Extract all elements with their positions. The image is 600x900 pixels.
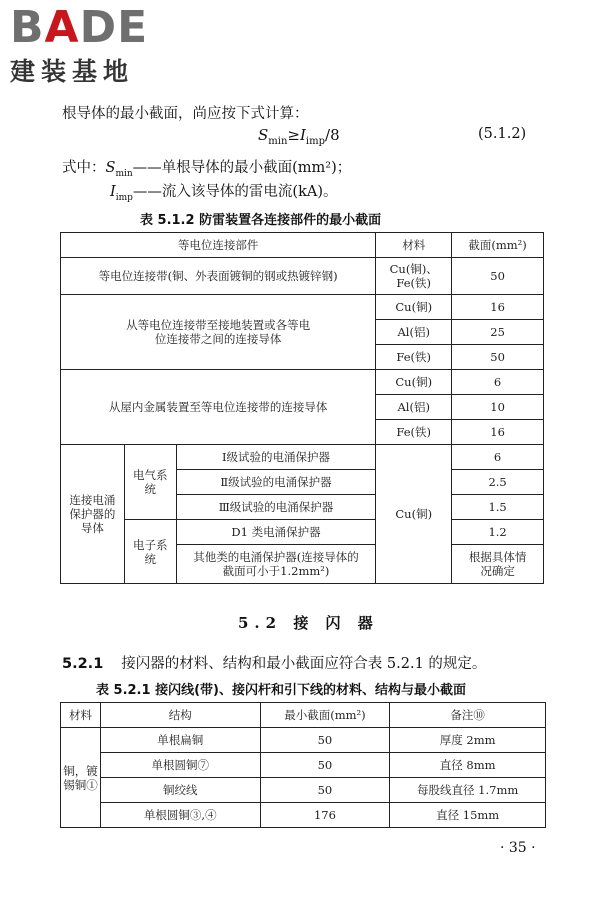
cell-system: 电气系统 <box>124 445 176 520</box>
cell-structure: 铜绞线 <box>100 778 260 803</box>
cell-value: 6 <box>452 445 544 470</box>
cell-value: 2.5 <box>452 470 544 495</box>
cell-area: 50 <box>260 753 390 778</box>
cell-value: 50 <box>452 345 544 370</box>
cell-value: 16 <box>452 420 544 445</box>
cell-value: 根据具体情况确定 <box>452 545 544 584</box>
table-row <box>61 728 546 753</box>
cell-desc: Ⅱ级试验的电涌保护器 <box>176 470 376 495</box>
table-row <box>61 295 544 320</box>
table-5-2-1 <box>60 702 546 828</box>
cell-note: 每股线直径 1.7mm <box>390 778 546 803</box>
cell-part: 从屋内金属装置至等电位连接带的连接导体 <box>61 370 376 445</box>
cell-structure: 单根扁铜 <box>100 728 260 753</box>
cell-material: Cu(铜)、Fe(铁) <box>376 258 452 295</box>
cell-desc: Ⅰ级试验的电涌保护器 <box>176 445 376 470</box>
cell-value: 6 <box>452 370 544 395</box>
where-iimp: $I_{imp}——$流入该导体的雷电流(kA)。 <box>110 184 338 203</box>
formula: $S_{min}\ge I_{imp}/8$ <box>258 126 340 147</box>
table-row <box>61 445 544 470</box>
cell-material: Cu(铜) <box>376 370 452 395</box>
cell-value: 50 <box>452 258 544 295</box>
col-header: 等电位连接部件 <box>61 233 376 258</box>
table-row <box>61 778 546 803</box>
table-row <box>61 370 544 395</box>
cell-desc: Ⅲ级试验的电涌保护器 <box>176 495 376 520</box>
clause-5-2-1: 5.2.1 接闪器的材料、结构和最小截面应符合表 5.2.1 的规定。 <box>62 656 487 672</box>
cell-material: Al(铝) <box>376 395 452 420</box>
equation-number: (5.1.2) <box>478 126 527 142</box>
where-smin: 式中：$S_{min}——$单根导体的最小截面(mm²)； <box>62 160 352 179</box>
cell-material: Fe(铁) <box>376 420 452 445</box>
col-header: 结构 <box>100 703 260 728</box>
cell-value: 1.2 <box>452 520 544 545</box>
col-header: 材料 <box>61 703 101 728</box>
col-header: 最小截面(mm²) <box>260 703 390 728</box>
intro-line: 根导体的最小截面，尚应按下式计算： <box>62 106 309 122</box>
section-heading: 5.2 接 闪 器 <box>238 614 379 632</box>
cell-part: 等电位连接带(铜、外表面镀铜的钢或热镀锌钢) <box>61 258 376 295</box>
table-header-row <box>61 703 546 728</box>
cell-note: 直径 15mm <box>390 803 546 828</box>
table-5-1-2 <box>60 232 544 584</box>
cell-structure: 单根圆铜⑦ <box>100 753 260 778</box>
cell-desc: 其他类的电涌保护器(连接导体的截面可小于1.2mm²) <box>176 545 376 584</box>
cell-part: 从等电位连接带至接地装置或各等电位连接带之间的连接导体 <box>61 295 376 370</box>
table-row <box>61 753 546 778</box>
logo <box>10 2 180 88</box>
cell-part: 连接电涌保护器的导体 <box>61 445 125 584</box>
cell-material: Al(铝) <box>376 320 452 345</box>
table2-caption: 表 5.2.1 接闪线(带)、接闪杆和引下线的材料、结构与最小截面 <box>96 683 466 698</box>
cell-area: 50 <box>260 778 390 803</box>
table-header-row <box>61 233 544 258</box>
table-row <box>61 258 544 295</box>
cell-material: Cu(铜) <box>376 445 452 584</box>
table-row <box>61 803 546 828</box>
page-number: · 35 · <box>500 840 536 856</box>
cell-system: 电子系统 <box>124 520 176 584</box>
cell-material: Fe(铁) <box>376 345 452 370</box>
cell-area: 176 <box>260 803 390 828</box>
table-row <box>61 520 544 545</box>
cell-value: 1.5 <box>452 495 544 520</box>
col-header: 材料 <box>376 233 452 258</box>
cell-value: 10 <box>452 395 544 420</box>
cell-note: 厚度 2mm <box>390 728 546 753</box>
cell-material: Cu(铜) <box>376 295 452 320</box>
logo-wordmark: BADE <box>10 2 149 53</box>
cell-value: 16 <box>452 295 544 320</box>
cell-note: 直径 8mm <box>390 753 546 778</box>
cell-value: 25 <box>452 320 544 345</box>
cell-desc: D1 类电涌保护器 <box>176 520 376 545</box>
cell-material: 铜，镀锡铜① <box>61 728 101 828</box>
logo-subtitle: 建装基地 <box>10 57 135 86</box>
cell-area: 50 <box>260 728 390 753</box>
col-header: 备注⑩ <box>390 703 546 728</box>
table1-caption: 表 5.1.2 防雷装置各连接部件的最小截面 <box>140 213 382 228</box>
cell-structure: 单根圆铜③,④ <box>100 803 260 828</box>
col-header: 截面(mm²) <box>452 233 544 258</box>
